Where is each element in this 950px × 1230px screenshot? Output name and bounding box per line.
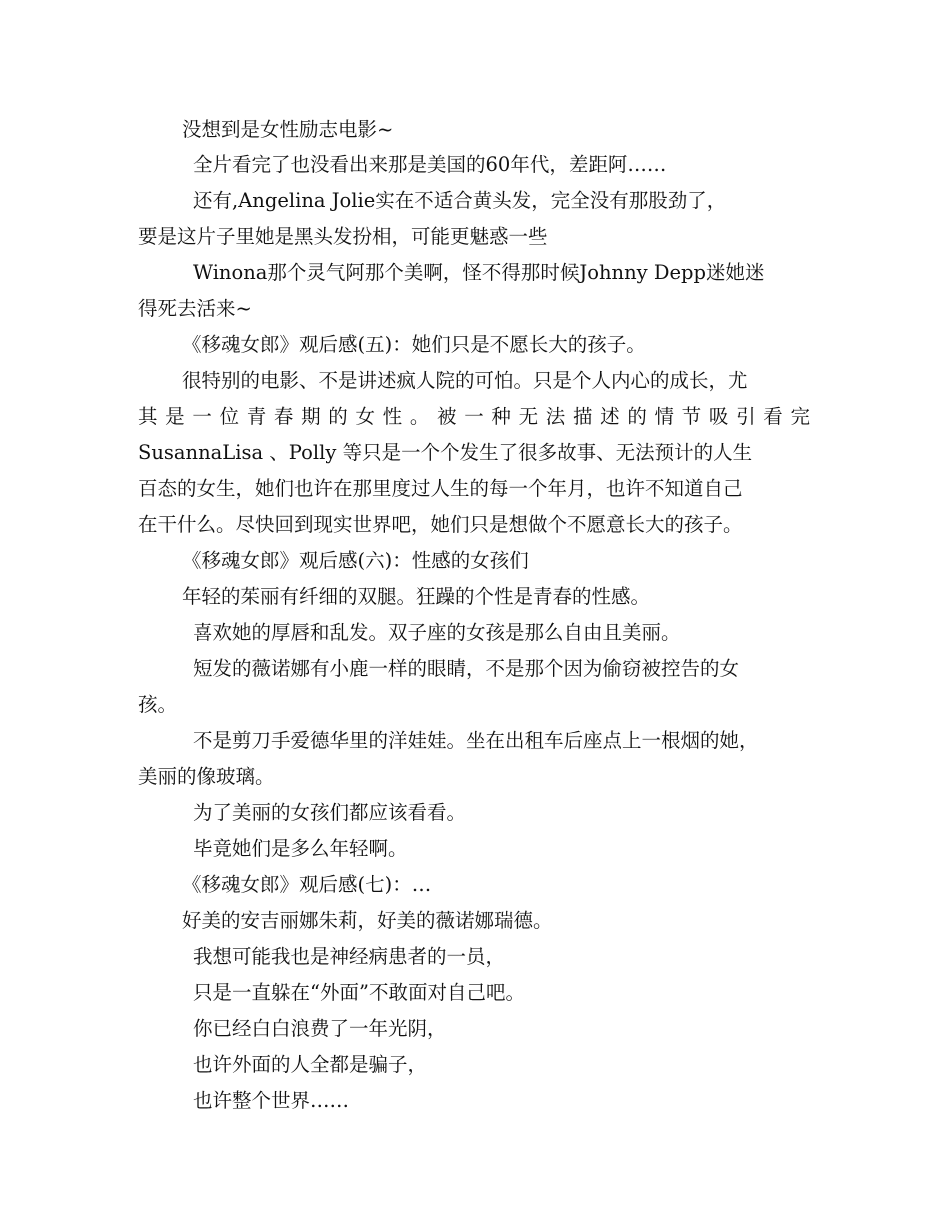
text-line: 也许整个世界…… [193,1089,350,1112]
text-line: 百态的女生，她们也许在那里度过人生的每一个年月，也许不知道自己 [138,477,743,500]
text-line: 为了美丽的女孩们都应该看看。 [193,801,467,824]
text-line: Winona那个灵气阿那个美啊，怪不得那时候Johnny Depp迷她迷 [193,261,765,284]
text-line: 短发的薇诺娜有小鹿一样的眼睛，不是那个因为偷窃被控告的女 [193,657,740,680]
section-heading: 《移魂女郎》观后感(六)：性感的女孩们 [182,549,529,572]
text-line: 还有,Angelina Jolie实在不适合黄头发，完全没有那股劲了， [193,189,727,212]
text-line: 得死去活来~ [138,297,252,320]
text-line: 也许外面的人全都是骗子， [193,1053,428,1076]
text-line: 好美的安吉丽娜朱莉，好美的薇诺娜瑞德。 [182,909,553,932]
text-line: 不是剪刀手爱德华里的洋娃娃。坐在出租车后座点上一根烟的她， [193,729,759,752]
text-line: 美丽的像玻璃。 [138,765,275,788]
text-line: 在干什么。尽快回到现实世界吧，她们只是想做个不愿意长大的孩子。 [138,513,743,536]
text-line: 没想到是女性励志电影~ [182,118,394,141]
section-heading: 《移魂女郎》观后感(七)：… [182,873,432,896]
text-line: 喜欢她的厚唇和乱发。双子座的女孩是那么自由且美丽。 [193,621,681,644]
text-line: 年轻的茱丽有纤细的双腿。狂躁的个性是青春的性感。 [182,585,651,608]
text-line: 我想可能我也是神经病患者的一员， [193,945,506,968]
section-heading: 《移魂女郎》观后感(五)：她们只是不愿长大的孩子。 [182,333,646,356]
text-line: 毕竟她们是多么年轻啊。 [193,837,408,860]
text-line: 孩。 [138,693,178,716]
text-line: 只是一直躲在“外面”不敢面对自己吧。 [193,981,525,1004]
text-line: 很特别的电影、不是讲述疯人院的可怕。只是个人内心的成长，尤 [182,369,748,392]
text-line: 要是这片子里她是黑头发扮相，可能更魅惑一些 [138,225,548,248]
text-line: 其是一位青春期的女性。被一种无法描述的情节吸引看完 [138,405,810,428]
text-line: 全片看完了也没看出来那是美国的60年代，差距阿…… [193,153,667,176]
text-line: SusannaLisa 、Polly 等只是一个个发生了很多故事、无法预计的人生 [138,441,753,464]
text-line: 你已经白白浪费了一年光阴， [193,1017,447,1040]
